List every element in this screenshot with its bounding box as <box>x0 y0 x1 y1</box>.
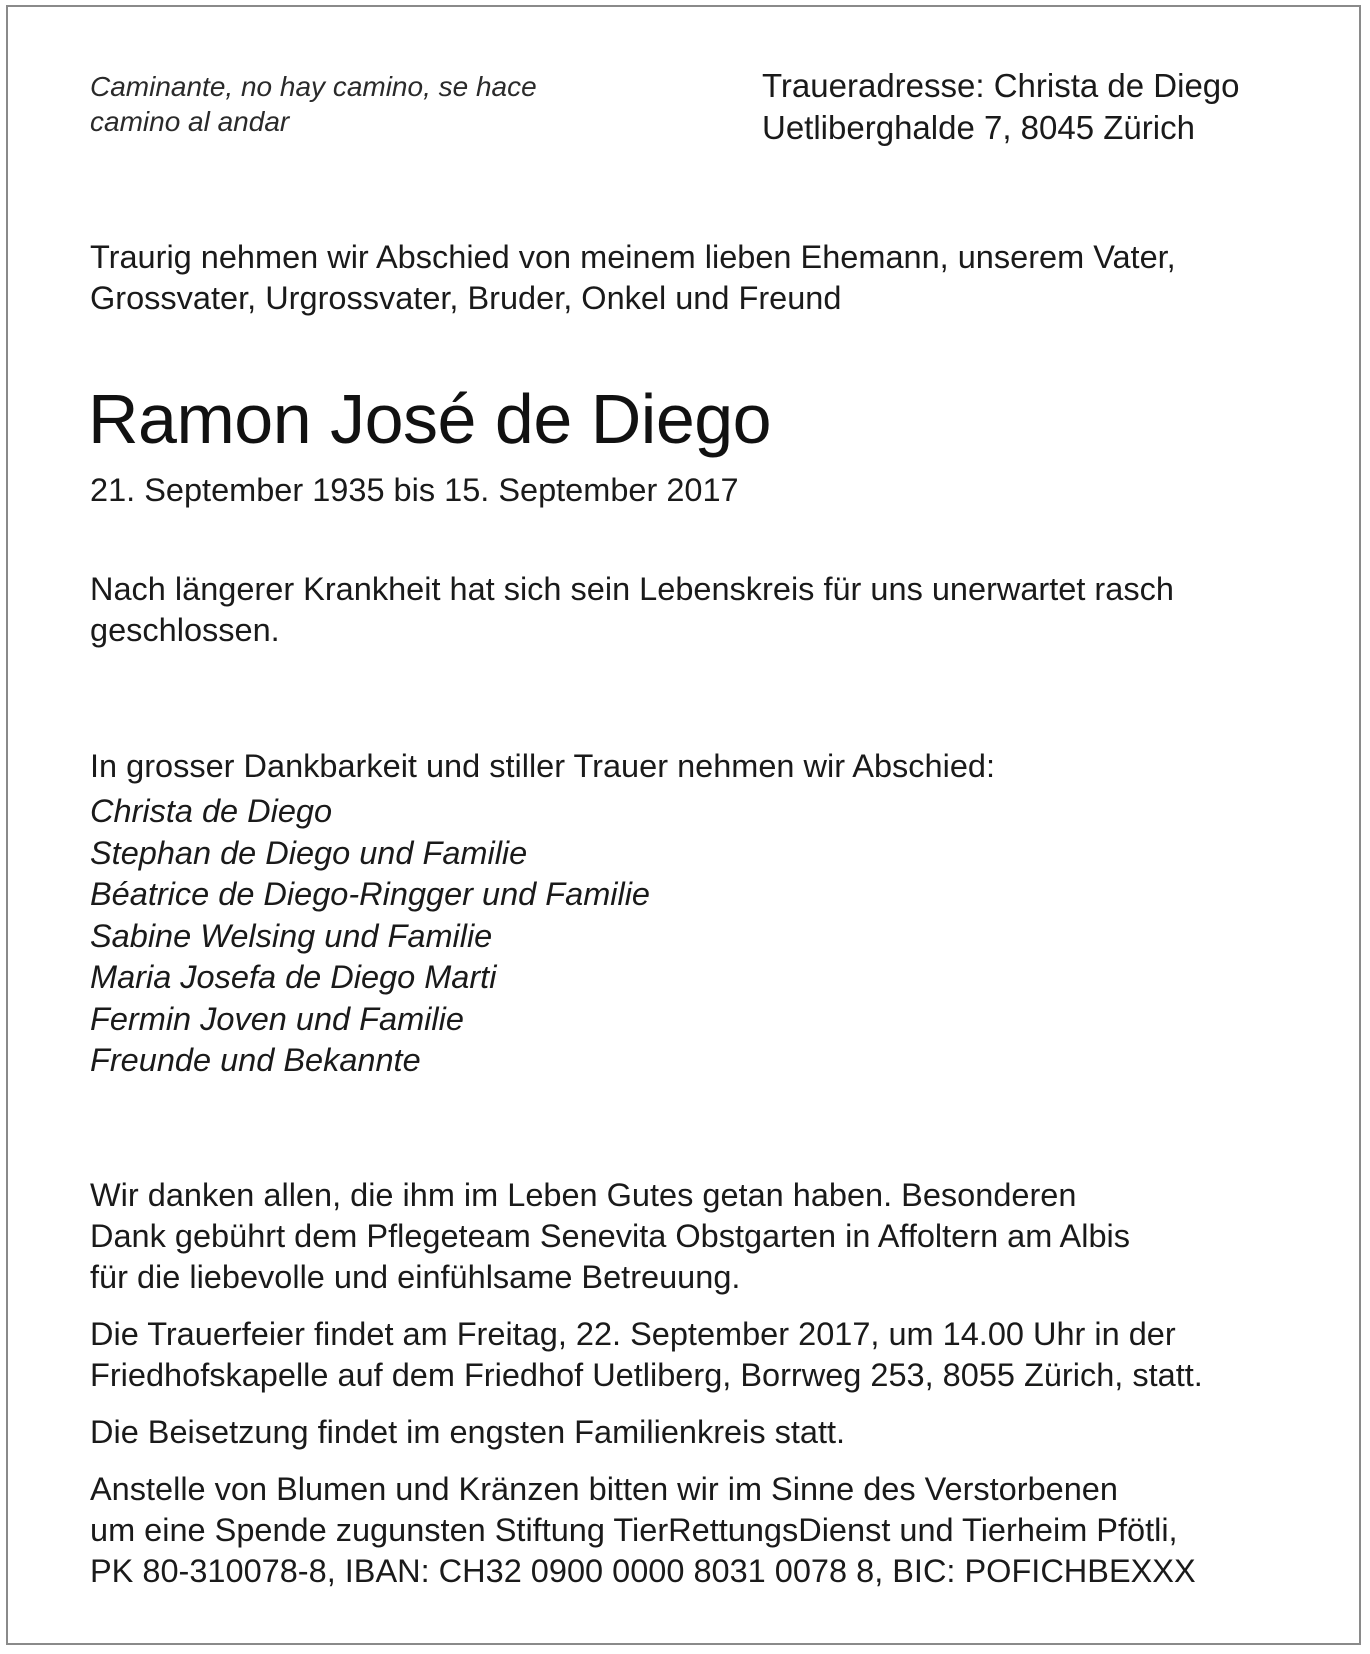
intro-line: Grossvater, Urgrossvater, Bruder, Onkel und Freund <box>90 280 842 316</box>
illness-line: Nach längerer Krankheit hat sich sein Lebenskreis für uns unerwartet rasch <box>90 571 1174 607</box>
mourner-name: Fermin Joven und Familie <box>90 1000 464 1037</box>
obituary-notice <box>6 5 1361 1645</box>
deceased-name: Ramon José de Diego <box>88 380 772 458</box>
address-line: Uetliberghalde 7, 8045 Zürich <box>762 109 1195 146</box>
mourning-address <box>762 65 1322 149</box>
mourner-name: Maria Josefa de Diego Marti <box>90 959 497 995</box>
farewell-intro <box>90 237 1320 319</box>
donation-line: Anstelle von Blumen und Kränzen bitten wir im Sinne des Verstorbenen <box>90 1471 1118 1507</box>
mourner-name: Stephan de Diego und Familie <box>90 834 528 871</box>
motto-quote <box>90 69 650 139</box>
ceremony-paragraph <box>90 1314 1330 1396</box>
illness-line: geschlossen. <box>90 612 280 648</box>
motto-line: Caminante, no hay camino, se hace <box>90 71 537 102</box>
life-dates: 21. September 1935 bis 15. September 2017 <box>90 472 739 508</box>
thanks-line: Wir danken allen, die ihm im Leben Gutes getan haben. Besonderen <box>90 1177 1077 1213</box>
burial-paragraph <box>90 1412 1330 1453</box>
thanks-line: für die liebevolle und einfühlsame Betreuung. <box>90 1259 741 1295</box>
closing-section <box>90 1175 1330 1608</box>
ceremony-line: Die Trauerfeier findet am Freitag, 22. September 2017, um 14.00 Uhr in der <box>90 1316 1176 1352</box>
mourner-name: Christa de Diego <box>90 793 333 829</box>
mourners-list <box>90 791 1090 1082</box>
donation-line: PK 80-310078-8, IBAN: CH32 0900 0000 8031 0078 8, BIC: POFICHBEXXX <box>90 1553 1196 1589</box>
donation-line: um eine Spende zugunsten Stiftung TierRettungsDienst und Tierheim Pfötli, <box>90 1512 1178 1548</box>
thanks-line: Dank gebührt dem Pflegeteam Senevita Obstgarten in Affoltern am Albis <box>90 1218 1130 1254</box>
mourners-intro: In grosser Dankbarkeit und stiller Trauer nehmen wir Abschied: <box>90 748 996 784</box>
illness-statement <box>90 569 1320 651</box>
mourner-name: Sabine Welsing und Familie <box>90 917 493 954</box>
address-line: Traueradresse: Christa de Diego <box>762 67 1240 104</box>
thanks-paragraph <box>90 1175 1330 1298</box>
burial-line: Die Beisetzung findet im engsten Familienkreis statt. <box>90 1414 846 1450</box>
donation-paragraph <box>90 1469 1330 1592</box>
mourner-name: Béatrice de Diego-Ringger und Familie <box>90 876 651 912</box>
intro-line: Traurig nehmen wir Abschied von meinem lieben Ehemann, unserem Vater, <box>90 239 1176 275</box>
motto-line: camino al andar <box>90 106 290 137</box>
ceremony-line: Friedhofskapelle auf dem Friedhof Uetliberg, Borrweg 253, 8055 Zürich, statt. <box>90 1357 1203 1393</box>
mourner-name: Freunde und Bekannte <box>90 1042 421 1078</box>
